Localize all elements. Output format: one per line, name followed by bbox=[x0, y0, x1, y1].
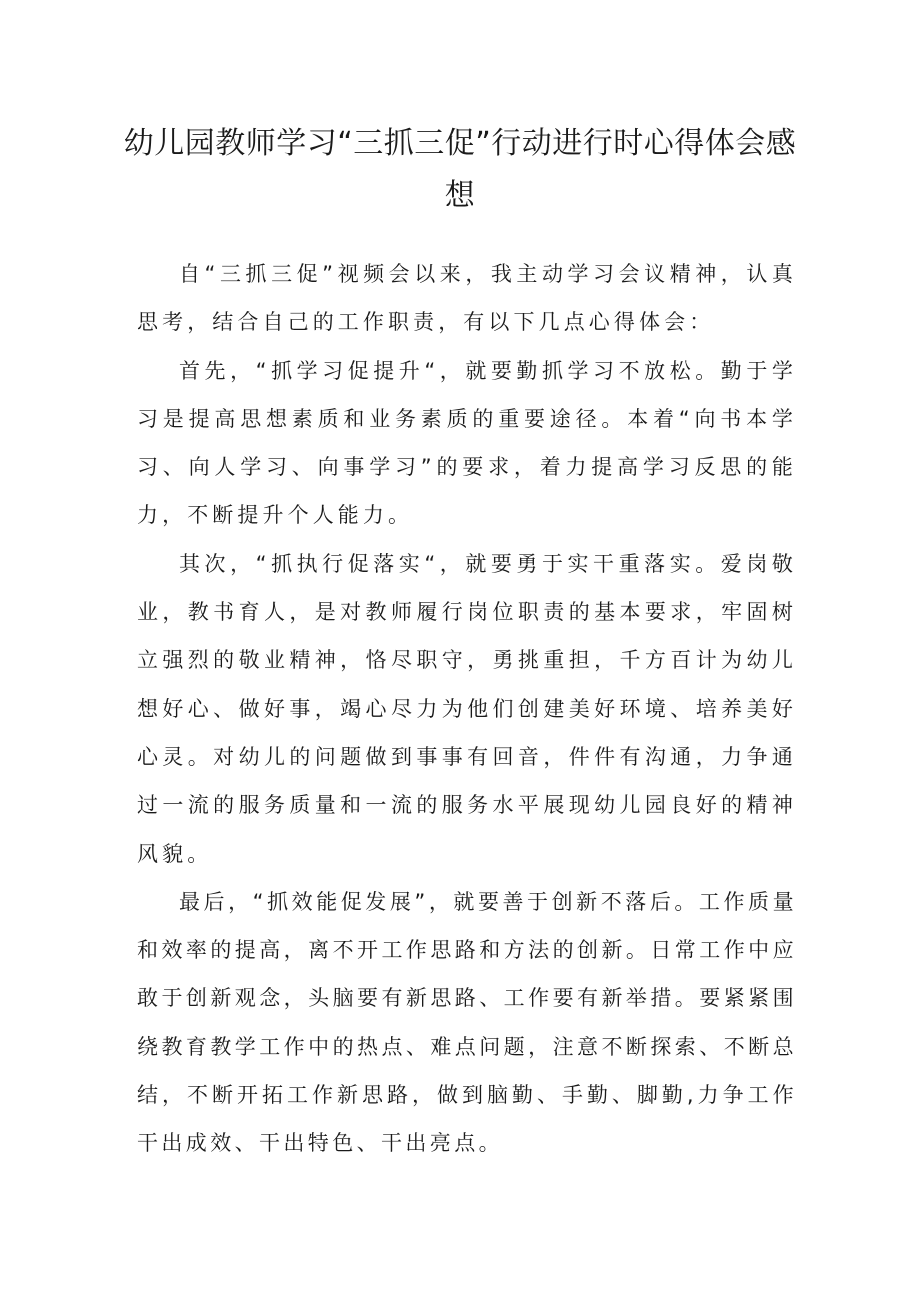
paragraph-last: 最后，“抓效能促发展”，就要善于创新不落后。工作质量和效率的提高，离不开工作思路和方法的创新。日常工作中应敢于创新观念，头脑要有新思路、工作要有新举措。要紧紧围绕教育教学工作中的热点、难点问题，注意不断探索、不断总结，不断开拓工作新思路，做到脑勤、手勤、脚勤,力争工作干出成效、干出特色、干出亮点。 bbox=[137, 889, 797, 1156]
paragraph-intro: 自“三抓三促”视频会以来，我主动学习会议精神，认真思考，结合自己的工作职责，有以下几点心得体会： bbox=[137, 262, 797, 335]
paragraph-second: 其次，“抓执行促落实“，就要勇于实干重落实。爱岗敬业，教书育人，是对教师履行岗位职责的基本要求，牢固树立强烈的敬业精神，恪尽职守，勇挑重担，千方百计为幼儿想好心、做好事，竭心尽力为他们创建美好环境、培养美好心灵。对幼儿的问题做到事事有回音，件件有沟通，力争通过一流的服务质量和一流的服务水平展现幼儿园良好的精神风貌。 bbox=[137, 551, 797, 866]
document-title: 幼儿园教师学习“三抓三促”行动进行时心得体会感想 bbox=[123, 126, 797, 213]
paragraph-first: 首先，“抓学习促提升“，就要勤抓学习不放松。勤于学习是提高思想素质和业务素质的重要途径。本着“向书本学习、向人学习、向事学习”的要求，着力提高学习反思的能力，不断提升个人能力。 bbox=[137, 358, 797, 528]
document-body bbox=[137, 250, 797, 1168]
